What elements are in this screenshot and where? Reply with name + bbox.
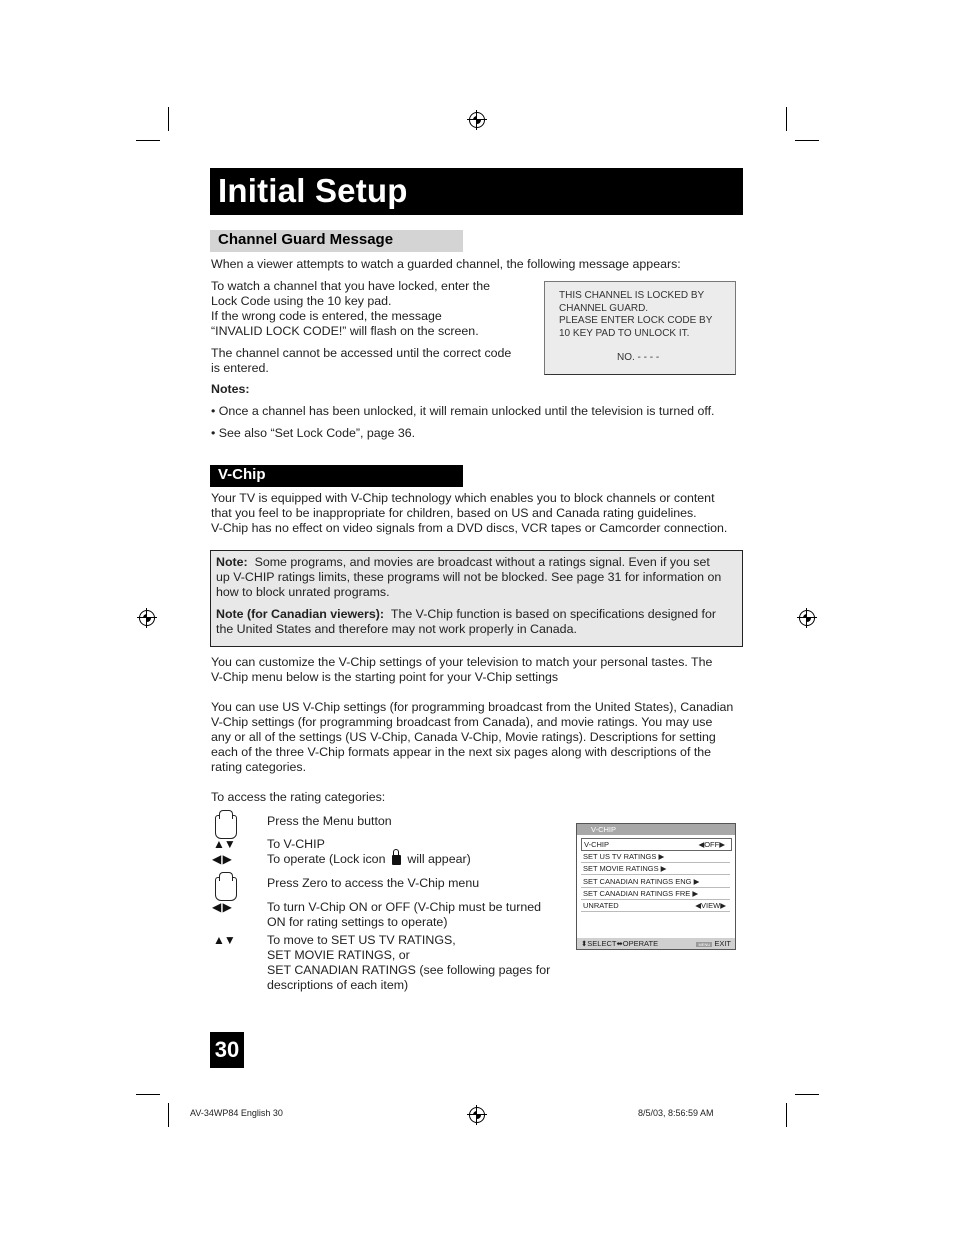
- menu-row-label: V-CHIP: [584, 840, 610, 849]
- menu-row-canadian-eng: [581, 876, 730, 888]
- osd-line: THIS CHANNEL IS LOCKED BY: [559, 290, 705, 301]
- note-item: • See also “Set Lock Code”, page 36.: [211, 426, 416, 440]
- text-line: ON for rating settings to operate): [267, 915, 448, 929]
- updown-icon: ⬍: [581, 939, 588, 948]
- text-line: the United States and therefore may not work properly in Canada.: [216, 622, 577, 636]
- footer-file-info: AV-34WP84 English 30: [190, 1108, 283, 1118]
- vchip-note-box: [210, 550, 743, 647]
- chevron-right-icon: ▶: [660, 864, 667, 873]
- step-operate: [267, 852, 471, 867]
- registration-mark-icon: [469, 1107, 485, 1123]
- text-line: how to block unrated programs.: [216, 585, 390, 599]
- channel-guard-intro: When a viewer attempts to watch a guarded channel, the following message appears:: [211, 257, 681, 271]
- registration-mark-icon: [469, 112, 485, 128]
- text-line: Lock Code using the 10 key pad.: [211, 294, 392, 308]
- vchip-intro: [211, 491, 727, 536]
- text-line: “INVALID LOCK CODE!” will flash on the screen.: [211, 324, 479, 338]
- footer-exit: EXIT: [714, 939, 731, 948]
- text-segment: To operate (Lock icon: [267, 852, 386, 866]
- menu-row-label: SET CANADIAN RATINGS ENG: [583, 877, 692, 886]
- menu-row-label: SET US TV RATINGS: [583, 852, 657, 861]
- crop-mark: [136, 140, 160, 141]
- locked-channel-osd: [544, 281, 736, 375]
- crop-mark: [786, 1103, 787, 1127]
- text-line: V-Chip has no effect on video signals from a DVD discs, VCR tapes or Camcorder connection.: [211, 521, 728, 535]
- step-press-zero: Press Zero to access the V-Chip menu: [267, 876, 480, 890]
- text-line: The channel cannot be accessed until the correct code: [211, 346, 512, 360]
- section-header-channel-guard: [210, 230, 463, 252]
- menu-row-us-tv-ratings: [581, 851, 730, 863]
- channel-guard-text-2: [211, 346, 511, 376]
- menu-row-unrated: [581, 900, 730, 912]
- text-line: You can use US V-Chip settings (for programming broadcast from the United States), Canadian: [211, 700, 734, 714]
- access-instruction: To access the rating categories:: [211, 790, 386, 804]
- osd-code-entry: NO. - - - -: [617, 352, 660, 363]
- left-right-arrows-icon: ◀ ▶: [212, 900, 231, 914]
- note-general: [216, 555, 736, 600]
- menu-footer: [577, 938, 735, 949]
- text-line: up V-CHIP ratings limits, these programs will not be blocked. See page 31 for information on: [216, 570, 722, 584]
- menu-row-canadian-fre: [581, 888, 730, 900]
- menu-header: [577, 824, 735, 835]
- section-title: Channel Guard Message: [218, 231, 394, 248]
- menu-key-icon: MENU: [698, 942, 711, 947]
- crop-mark: [795, 140, 819, 141]
- text-segment: will appear): [407, 852, 471, 866]
- text-line: any or all of the settings (US V-Chip, Canada V-Chip, Movie ratings). Descriptions for setting: [211, 730, 716, 744]
- text-line: V-Chip settings (for programming broadcast from Canada), and movie ratings. You may use: [211, 715, 713, 729]
- text-line: The V-Chip function is based on specifications designed for: [390, 607, 716, 621]
- text-line: SET CANADIAN RATINGS (see following pages for: [267, 963, 551, 977]
- text-line: rating categories.: [211, 760, 307, 774]
- menu-title: V-CHIP: [591, 825, 617, 834]
- step-move-ratings: [267, 933, 550, 993]
- text-line: If the wrong code is entered, the message: [211, 309, 442, 323]
- left-right-arrows-icon: ◀ ▶: [212, 852, 231, 866]
- section-header-vchip: [210, 465, 463, 487]
- chevron-right-icon: ▶: [658, 852, 665, 861]
- text-line: SET MOVIE RATINGS, or: [267, 948, 410, 962]
- vchip-para-1: [211, 655, 712, 685]
- menu-row-label: SET CANADIAN RATINGS FRE: [583, 889, 691, 898]
- menu-row-label: SET MOVIE RATINGS: [583, 864, 659, 873]
- value-text: OFF: [704, 840, 720, 849]
- text-line: Your TV is equipped with V-Chip technology which enables you to block channels or content: [211, 491, 715, 505]
- text-line: that you feel to be inappropriate for children, based on US and Canada rating guidelines.: [211, 506, 697, 520]
- footer-timestamp: 8/5/03, 8:56:59 AM: [638, 1108, 714, 1118]
- registration-mark-icon: [139, 610, 155, 626]
- text-line: You can customize the V-Chip settings of your television to match your personal tastes. The: [211, 655, 713, 669]
- text-line: each of the three V-Chip formats appear in the next six pages along with descriptions of the: [211, 745, 712, 759]
- menu-row-value: ◀OFF▶: [698, 840, 725, 849]
- up-down-arrows-icon: ▲▼: [213, 837, 235, 851]
- leftright-icon: ⬌: [616, 939, 623, 948]
- value-text: VIEW: [701, 901, 721, 910]
- title-bar: [210, 168, 743, 215]
- step-to-vchip: To V-CHIP: [267, 837, 325, 851]
- osd-line: PLEASE ENTER LOCK CODE BY: [559, 315, 713, 326]
- footer-exit-group: [696, 938, 731, 950]
- text-line: descriptions of each item): [267, 978, 409, 992]
- crop-mark: [786, 107, 787, 131]
- text-line: is entered.: [211, 361, 269, 375]
- osd-line: CHANNEL GUARD.: [559, 302, 649, 314]
- menu-row-movie-ratings: [581, 863, 730, 875]
- press-button-icon: [215, 815, 237, 839]
- step-toggle-vchip: [267, 900, 541, 930]
- crop-mark: [168, 107, 169, 131]
- page-title: Initial Setup: [218, 172, 408, 209]
- press-button-icon: [215, 877, 237, 901]
- crop-mark: [168, 1103, 169, 1127]
- note-label: Note:: [216, 555, 248, 569]
- osd-line: 10 KEY PAD TO UNLOCK IT.: [559, 327, 690, 339]
- text-line: To watch a channel that you have locked, enter the: [211, 279, 490, 293]
- channel-guard-text: [211, 279, 490, 339]
- chevron-right-icon: ▶: [692, 889, 699, 898]
- text-line: V-Chip menu below is the starting point for your V-Chip settings: [211, 670, 559, 684]
- crop-mark: [795, 1094, 819, 1095]
- note-label: Note (for Canadian viewers):: [216, 607, 384, 621]
- registration-mark-icon: [799, 610, 815, 626]
- osd-message: [559, 290, 712, 340]
- crop-mark: [136, 1094, 160, 1095]
- text-line: Some programs, and movies are broadcast without a ratings signal. Even if you set: [254, 555, 710, 569]
- notes-label: Notes:: [211, 382, 250, 396]
- text-line: To turn V-Chip ON or OFF (V-Chip must be turned: [267, 900, 542, 914]
- lock-icon: [392, 855, 401, 865]
- chevron-right-icon: ▶: [693, 877, 700, 886]
- menu-row-vchip: [581, 838, 732, 851]
- step-press-menu: Press the Menu button: [267, 814, 392, 828]
- footer-operate: OPERATE: [622, 939, 659, 948]
- menu-row-label: UNRATED: [583, 901, 619, 910]
- up-down-arrows-icon: ▲▼: [213, 933, 235, 947]
- menu-row-value: ◀VIEW▶: [695, 901, 726, 910]
- text-line: To move to SET US TV RATINGS,: [267, 933, 456, 947]
- section-title: V-Chip: [218, 466, 266, 483]
- vchip-menu-screen: [576, 823, 736, 950]
- footer-select: SELECT: [587, 939, 617, 948]
- note-canadian: [216, 607, 736, 637]
- note-item: • Once a channel has been unlocked, it will remain unlocked until the television is turned off.: [211, 404, 715, 418]
- page-number: 30: [210, 1032, 244, 1068]
- vchip-para-2: [211, 700, 733, 775]
